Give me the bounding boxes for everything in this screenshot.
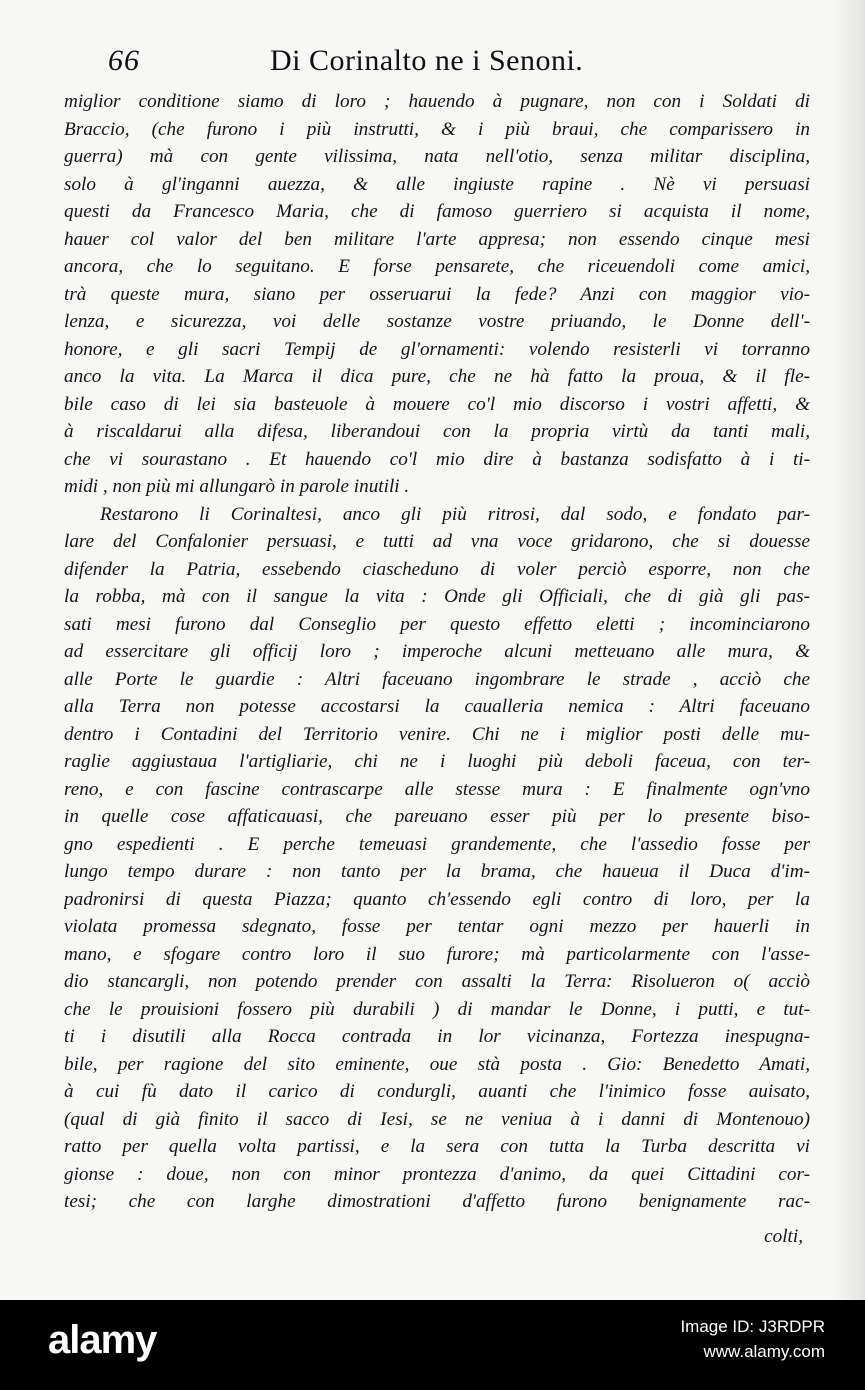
- text-line: dio stancargli, non potendo prender con assalti la Terra: Risolueron o( acciò: [64, 971, 810, 992]
- text-line: ti i disutili alla Rocca contrada in lor vicinanza, Fortezza inespugna-: [64, 1026, 810, 1047]
- text-line: difender la Patria, essebendo ciascheduno di voler perciò esporre, non che: [64, 558, 810, 580]
- text-line: alle Porte le guardie : Altri faceuano ingombrare le strade , acciò che: [64, 668, 810, 690]
- text-line: la robba, mà con il sangue la vita : Onde gli Officiali, che di già gli pas-: [64, 586, 810, 607]
- text-line: (qual di già finito il sacco di Iesi, se ne veniua à i danni di Montenouo): [64, 1108, 810, 1130]
- text-line: in quelle cose affaticauasi, che pareuano esser più per lo presente biso-: [64, 806, 810, 827]
- text-line: alla Terra non potesse accostarsi la caualleria nemica : Altri faceuano: [64, 696, 810, 717]
- stock-image-info: [680, 1314, 825, 1364]
- text-line: ad essercitare gli officij loro ; imperoche alcuni metteuano alle mura, &: [64, 641, 810, 662]
- text-line: ratto per quella volta partissi, e la sera con tutta la Turba descritta vi: [64, 1136, 810, 1157]
- running-head: [100, 44, 800, 84]
- catchword: colti,: [764, 1226, 803, 1247]
- body-text: [64, 88, 810, 1216]
- text-line: dentro i Contadini del Territorio venire. Chi ne i miglior posti delle mu-: [64, 723, 810, 745]
- text-line: Braccio, (che furono i più instrutti, & i più braui, che comparissero in: [64, 118, 810, 140]
- text-line: gionse : doue, non con minor prontezza d'animo, da quei Cittadini cor-: [64, 1163, 810, 1185]
- text-line: che le prouisioni fossero più durabili ) di mandar le Donne, i putti, e tut-: [64, 998, 810, 1020]
- text-line: padronirsi di questa Piazza; quanto ch'essendo egli contro di loro, per la: [64, 888, 810, 910]
- text-line: tesi; che con larghe dimostrationi d'affetto furono benignamente rac-: [64, 1191, 810, 1212]
- text-line: violata promessa sdegnato, fosse per tentar ogni mezzo per hauerli in: [64, 916, 810, 937]
- text-line: reno, e con fascine contrascarpe alle stesse mura : E finalmente ogn'vno: [64, 778, 810, 800]
- text-line: bile, per ragione del sito eminente, oue stà posta . Gio: Benedetto Amati,: [64, 1053, 810, 1075]
- running-title: Di Corinalto ne i Senoni.: [270, 44, 584, 77]
- text-line: raglie aggiustaua l'artigliarie, chi ne i luoghi più deboli faceua, con ter-: [64, 751, 810, 772]
- text-line: questi da Francesco Maria, che di famoso guerriero si acquista il nome,: [64, 201, 810, 222]
- text-line: che vi sourastano . Et hauendo co'l mio dire à bastanza sodisfatto à i ti-: [64, 448, 810, 470]
- text-line: à cui fù dato il carico di condurgli, auanti che l'inimico fosse auisato,: [64, 1081, 810, 1102]
- text-line: trà queste mura, siano per osseruarui la fede? Anzi con maggior vio-: [64, 283, 810, 305]
- text-line: à riscaldarui alla difesa, liberandoui con la propria virtù da tanti mali,: [64, 421, 810, 442]
- page-number: 66: [108, 44, 140, 77]
- text-line: sati mesi furono dal Conseglio per questo effetto eletti ; incominciarono: [64, 613, 810, 635]
- text-line: mano, e sfogare contro loro il suo furore; mà particolarmente con l'asse-: [64, 943, 810, 965]
- text-line: lenza, e sicurezza, voi delle sostanze vostre priuando, le Donne dell'-: [64, 311, 810, 332]
- text-line: lare del Confalonier persuasi, e tutti ad vna voce gridarono, che si douesse: [64, 531, 810, 552]
- paragraph-start-line: Restarono li Corinaltesi, anco gli più ritrosi, dal sodo, e fondato par-: [100, 503, 810, 525]
- text-line: solo à gl'inganni auezza, & alle ingiuste rapine . Nè vi persuasi: [64, 173, 810, 195]
- text-line: honore, e gli sacri Tempij de gl'ornamenti: volendo resisterli vi torranno: [64, 338, 810, 360]
- image-id-label: Image ID: J3RDPR: [680, 1317, 825, 1336]
- text-line: anco la vita. La Marca il dica pure, che ne hà fatto la proua, & il fle-: [64, 366, 810, 387]
- site-url-label: www.alamy.com: [703, 1342, 825, 1361]
- text-line: bile caso di lei sia basteuole à mouere co'l mio discorso i vostri affetti, &: [64, 393, 810, 415]
- text-line: midi , non più mi allungarò in parole inutili .: [64, 476, 410, 497]
- text-line: gno espedienti . E perche temeuasi grandemente, che l'assedio fosse per: [64, 833, 810, 855]
- text-line: miglior conditione siamo di loro ; hauendo à pugnare, non con i Soldati di: [64, 91, 810, 112]
- text-line: ancora, che lo seguitano. E forse pensarete, che riceuendoli come amici,: [64, 256, 810, 277]
- text-line: hauer col valor del ben militare l'arte appresa; non essendo cinque mesi: [64, 228, 810, 250]
- text-line: guerra) mà con gente vilissima, nata nell'otio, senza militar disciplina,: [64, 146, 810, 167]
- page-edge-shadow: [831, 0, 865, 1300]
- stock-watermark-band: [0, 1300, 865, 1390]
- text-line: lungo tempo durare : non tanto per la brama, che haueua il Duca d'im-: [64, 861, 810, 882]
- stock-logo: alamy: [48, 1318, 157, 1362]
